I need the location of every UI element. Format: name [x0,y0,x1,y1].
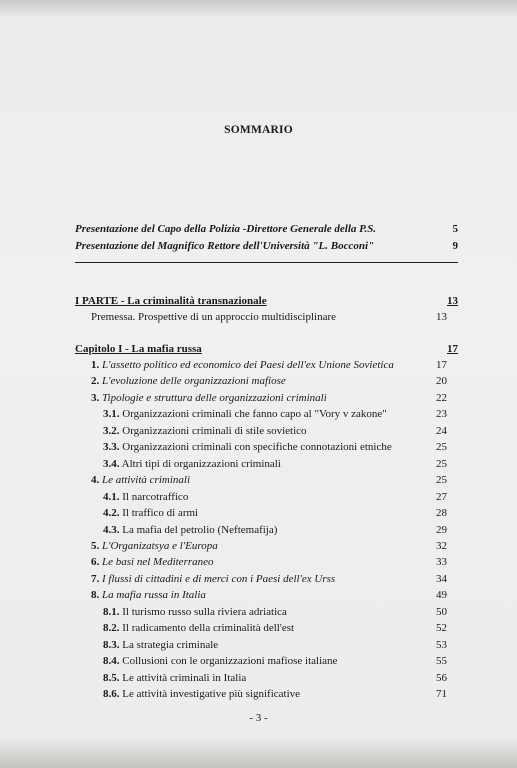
toc-section-number: 8.2. [103,622,120,634]
toc-section-title: Le attività investigative più significative [122,688,301,700]
toc-entry-page: 52 [436,622,447,634]
toc-entry-text: Premessa. Prospettive di un approccio multidisciplinare [91,311,337,323]
toc-section [75,391,447,406]
toc-section [75,654,447,669]
toc-section [75,671,447,686]
toc-entry-text [91,374,286,389]
toc-entry-page: 56 [436,672,447,684]
toc-entry-text [103,605,287,620]
toc-section-title: Collusioni con le organizzazioni mafiose italiane [122,655,338,667]
toc-entry-text [103,490,188,505]
toc-entry-page: 71 [436,688,447,700]
toc-section-number: 3.4. [103,458,120,470]
toc-entry-page: 25 [436,458,447,470]
toc-section [75,605,447,620]
toc-section [75,539,447,554]
toc-section-title: Il turismo russo sulla riviera adriatica [122,606,287,618]
toc-section-title: Organizzazioni criminali con specifiche connotazioni etniche [122,441,392,453]
toc-section-title: Tipologie e struttura delle organizzazioni criminali [102,392,327,404]
toc-section-number: 4.1. [103,491,120,503]
toc-section-title: La mafia del petrolio (Neftemafija) [122,524,278,536]
toc-entry-page: 9 [452,240,458,252]
toc-entry-page: 24 [436,425,447,437]
toc-entry-page: 50 [436,606,447,618]
toc-entry-text [103,687,300,702]
toc-entry-page: 13 [436,311,447,323]
toc-section-number: 1. [91,359,100,371]
toc-section-number: 3. [91,392,100,404]
toc-entry-page: 20 [436,375,447,387]
toc-section-title: La strategia criminale [122,639,219,651]
toc-section-number: 7. [91,573,100,585]
toc-section [75,572,447,587]
toc-chapter-1 [75,342,458,357]
toc-entry-text [103,457,281,472]
toc-entry-text [91,358,394,373]
toc-entry-text [91,588,206,603]
toc-section [75,407,447,422]
toc-entry-text [103,506,198,521]
toc-section-title: Organizzazioni criminali di stile sovietico [122,425,307,437]
toc-section-number: 4.2. [103,507,120,519]
toc-section-number: 4. [91,474,100,486]
toc-section-number: 5. [91,540,100,552]
toc-entry-text [91,572,335,587]
toc-entry-page: 29 [436,524,447,536]
toc-section-number: 6. [91,556,100,568]
toc-entry-text [103,638,218,653]
toc-section [75,490,447,505]
toc-section [75,638,447,653]
toc-section-title: Le basi nel Mediterraneo [102,556,214,568]
toc-section-number: 8.1. [103,606,120,618]
toc-entry-text [103,671,246,686]
toc-section-title: L'evoluzione delle organizzazioni mafiose [102,375,286,387]
toc-section [75,588,447,603]
toc-section-number: 3.2. [103,425,120,437]
toc-section [75,358,447,373]
toc-section [75,621,447,636]
toc-section-title: Altri tipi di organizzazioni criminali [121,458,281,470]
page-top-shadow [0,0,517,18]
page-number-footer: - 3 - [249,712,268,724]
toc-entry-text [103,654,337,669]
toc-section [75,457,447,472]
toc-section-number: 8.4. [103,655,120,667]
toc-entry-text [91,539,218,554]
toc-entry-page: 34 [436,573,447,585]
toc-entry-text [103,621,294,636]
toc-entry-text [91,473,190,488]
toc-section [75,424,447,439]
toc-section-title: I flussi di cittadini e di merci con i Paesi dell'ex Urss [102,573,336,585]
toc-entry-page: 13 [447,295,458,307]
toc-entry-page: 27 [436,491,447,503]
toc-section-title: Le attività criminali in Italia [122,672,247,684]
toc-section [75,506,447,521]
toc-section-number: 3.3. [103,441,120,453]
toc-entry-page: 33 [436,556,447,568]
toc-entry-page: 17 [447,343,458,355]
toc-entry-page: 5 [452,223,458,235]
page-title: SOMMARIO [224,124,293,136]
toc-entry-text [103,407,387,422]
toc-section [75,555,447,570]
divider [75,262,458,263]
toc-section [75,374,447,389]
page-bottom-shadow [0,738,517,768]
toc-section-title: La mafia russa in Italia [102,589,206,601]
toc-section-number: 8.5. [103,672,120,684]
toc-section-title: Le attività criminali [102,474,190,486]
toc-entry-page: 22 [436,392,447,404]
toc-entry-text: Capitolo I - La mafia russa [75,343,202,355]
toc-section-number: 8.3. [103,639,120,651]
toc-section-title: Il narcotraffico [122,491,189,503]
toc-section-title: Il radicamento della criminalità dell'est [122,622,295,634]
toc-entry-page: 49 [436,589,447,601]
toc-premise [75,310,447,325]
toc-entry-page: 53 [436,639,447,651]
toc-entry-page: 25 [436,441,447,453]
toc-entry-text [91,391,327,406]
toc-entry-text [103,424,307,439]
toc-section-title: L'Organizatsya e l'Europa [102,540,218,552]
toc-presentation-1 [75,222,458,237]
toc-section-number: 4.3. [103,524,120,536]
toc-part-1 [75,294,458,309]
toc-section [75,687,447,702]
toc-entry-text: Presentazione del Capo della Polizia -Direttore Generale della P.S. [75,223,377,235]
toc-entry-text [103,523,277,538]
toc-section-title: Organizzazioni criminali che fanno capo al "Vory v zakone" [122,408,387,420]
toc-section-title: L'assetto politico ed economico dei Paesi dell'ex Unione Sovietica [102,359,394,371]
toc-entry-page: 25 [436,474,447,486]
toc-section-number: 3.1. [103,408,120,420]
toc-entry-page: 23 [436,408,447,420]
toc-entry-text [91,555,214,570]
toc-presentation-2 [75,239,458,254]
toc-section-number: 8.6. [103,688,120,700]
toc-entry-text [103,440,392,455]
toc-section [75,473,447,488]
toc-section [75,440,447,455]
toc-entry-page: 55 [436,655,447,667]
toc-entry-page: 28 [436,507,447,519]
toc-section-title: Il traffico di armi [122,507,199,519]
toc-entry-page: 17 [436,359,447,371]
toc-section-number: 8. [91,589,100,601]
toc-entry-text: Presentazione del Magnifico Rettore dell'Università "L. Bocconi" [75,240,375,252]
toc-entry-page: 32 [436,540,447,552]
toc-section-number: 2. [91,375,100,387]
toc-section [75,523,447,538]
toc-entry-text: I PARTE - La criminalità transnazionale [75,295,267,307]
